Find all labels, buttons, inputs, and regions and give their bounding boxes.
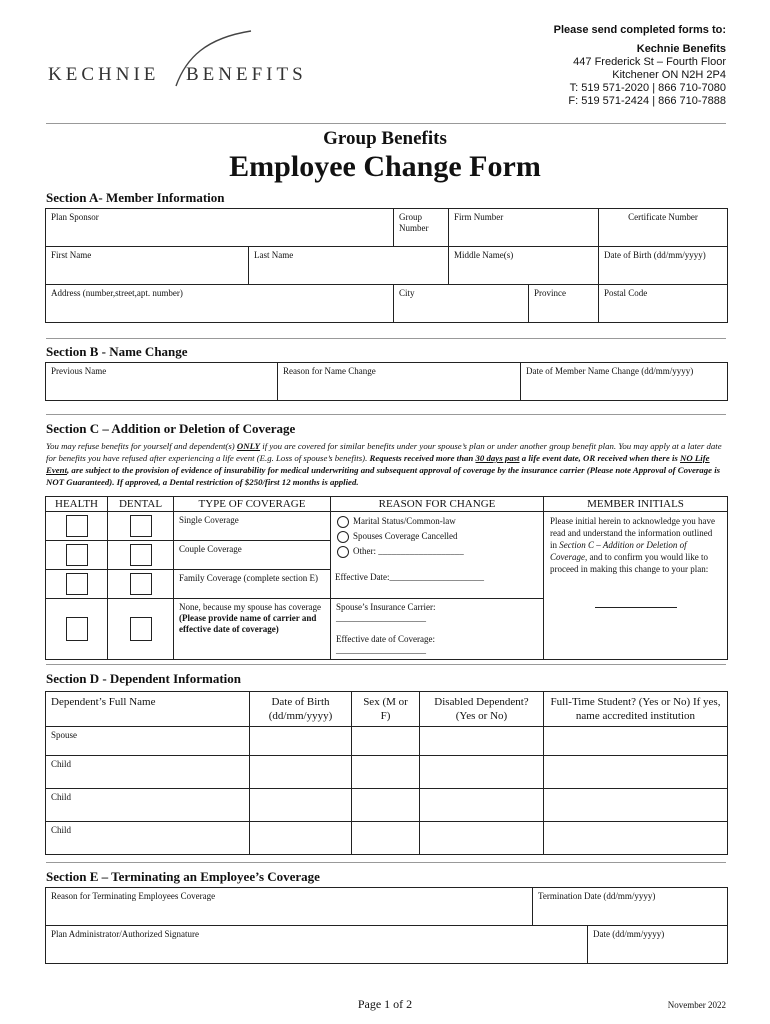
- plan-sponsor-field[interactable]: [46, 209, 394, 247]
- termination-date-field[interactable]: [533, 888, 728, 926]
- header-divider: [46, 123, 726, 124]
- col-health: HEALTH: [46, 497, 108, 512]
- effective-date-field[interactable]: Effective Date:_____________________: [335, 572, 485, 582]
- middle-names-field[interactable]: [449, 247, 599, 285]
- dependent-name-cell[interactable]: [46, 756, 250, 789]
- dependent-disabled-cell[interactable]: [420, 789, 544, 822]
- fax-line: F: 519 571-2424 | 866 710-7888: [568, 95, 726, 107]
- dependent-sex-cell[interactable]: [352, 789, 420, 822]
- certificate-number-field[interactable]: [599, 209, 728, 247]
- none-coverage-cell: [174, 599, 331, 660]
- table-row: [46, 727, 728, 756]
- page-number: Page 1 of 2: [357, 997, 413, 1011]
- section-c-title: Section C – Addition or Deletion of Coverage: [46, 421, 296, 436]
- logo-right-text: BENEFITS: [186, 64, 306, 85]
- previous-name-label: Previous Name: [51, 366, 107, 376]
- intro-part-2: if you are covered for similar benefits under your spouse’s plan or under another group benefit plan. You may apply at a later date for benefits you have refused after experiencing a life event (E.g. Loss of spouse’s benefits).: [46, 441, 722, 463]
- signature-date-label: Date (dd/mm/yyyy): [593, 929, 665, 939]
- section-divider: [46, 338, 726, 339]
- section-a-table: [45, 208, 728, 323]
- last-name-field[interactable]: [249, 247, 449, 285]
- address-line-2: Kitchener ON N2H 2P4: [612, 69, 726, 81]
- previous-name-field[interactable]: [46, 363, 278, 401]
- intro-bold-2: a life event date, OR received when there is: [519, 453, 681, 463]
- dependent-row-label: Child: [51, 792, 72, 802]
- first-name-label: First Name: [51, 250, 92, 260]
- postal-code-label: Postal Code: [604, 288, 648, 298]
- col-type: TYPE OF COVERAGE: [174, 497, 331, 512]
- dependent-name-cell[interactable]: [46, 789, 250, 822]
- family-coverage-label: Family Coverage (complete section E): [174, 570, 331, 599]
- reason-marital-option[interactable]: [337, 516, 539, 528]
- send-to-block: [554, 24, 726, 108]
- intro-only: ONLY: [236, 441, 261, 451]
- health-single-cell: [46, 512, 108, 541]
- initials-text: [550, 515, 721, 575]
- name-change-reason-label: Reason for Name Change: [283, 366, 376, 376]
- province-field[interactable]: [529, 285, 599, 323]
- health-none-checkbox[interactable]: [66, 617, 88, 641]
- section-b-table: [45, 362, 728, 401]
- initials-line[interactable]: [595, 607, 677, 608]
- firm-number-field[interactable]: [449, 209, 599, 247]
- dependent-dob-cell[interactable]: [250, 756, 352, 789]
- table-row: [46, 822, 728, 855]
- other-radio[interactable]: [337, 546, 349, 558]
- dental-none-checkbox[interactable]: [130, 617, 152, 641]
- plan-sponsor-label: Plan Sponsor: [51, 212, 99, 222]
- col-dental: DENTAL: [108, 497, 174, 512]
- dental-none-cell: [108, 599, 174, 660]
- reason-spouses-option[interactable]: [337, 531, 539, 543]
- col-dependent-sex: Sex (M or F): [352, 692, 420, 727]
- effective-coverage-field[interactable]: Effective date of Coverage: ____________________: [336, 634, 436, 655]
- spouse-carrier-cell: [331, 599, 544, 660]
- phone-line: T: 519 571-2020 | 866 710-7080: [569, 82, 726, 94]
- dependent-name-cell[interactable]: [46, 822, 250, 855]
- section-a-title: Section A- Member Information: [46, 190, 225, 205]
- health-couple-cell: [46, 541, 108, 570]
- dental-family-cell: [108, 570, 174, 599]
- name-change-reason-field[interactable]: [278, 363, 521, 401]
- other-label: Other: ___________________: [353, 546, 464, 557]
- section-e-title: Section E – Terminating an Employee’s Coverage: [46, 869, 320, 884]
- health-none-cell: [46, 599, 108, 660]
- intro-bold-1: Requests received more than: [369, 453, 476, 463]
- initials-text-2: , and to confirm you would like to proceed in making this change to your plan:: [550, 552, 709, 574]
- reason-cell: [331, 512, 544, 599]
- dependent-row-label: Spouse: [51, 730, 78, 740]
- dependent-row-label: Child: [51, 825, 72, 835]
- middle-names-label: Middle Name(s): [454, 250, 514, 260]
- dental-family-checkbox[interactable]: [130, 573, 152, 595]
- section-d-title: Section D - Dependent Information: [46, 671, 241, 686]
- dental-single-checkbox[interactable]: [130, 515, 152, 537]
- none-coverage-note: (Please provide name of carrier and effective date of coverage): [179, 613, 317, 634]
- initials-text-em: Section C – Addition or Deletion of Coverage: [550, 540, 687, 562]
- intro-30-days: 30 days past: [475, 453, 520, 463]
- section-b-title: Section B - Name Change: [46, 344, 188, 359]
- col-dependent-dob: Date of Birth (dd/mm/yyyy): [250, 692, 352, 727]
- table-row: [46, 756, 728, 789]
- intro-no-life-event: NO Life Event: [46, 453, 710, 475]
- signature-field[interactable]: [46, 926, 588, 964]
- dependent-sex-cell[interactable]: [352, 727, 420, 756]
- city-field[interactable]: [394, 285, 529, 323]
- health-family-cell: [46, 570, 108, 599]
- name-change-date-label: Date of Member Name Change (dd/mm/yyyy): [526, 366, 694, 376]
- dependent-sex-cell[interactable]: [352, 822, 420, 855]
- dependent-dob-cell[interactable]: [250, 727, 352, 756]
- kechnie-logo: [46, 28, 306, 88]
- coverage-table: [45, 496, 728, 660]
- dependent-student-cell[interactable]: [544, 789, 728, 822]
- dependents-table: [45, 691, 728, 855]
- first-name-field[interactable]: [46, 247, 249, 285]
- dependent-dob-cell[interactable]: [250, 822, 352, 855]
- col-initials: MEMBER INITIALS: [544, 497, 728, 512]
- signature-label: Plan Administrator/Authorized Signature: [51, 929, 199, 939]
- address-line-1: 447 Frederick St – Fourth Floor: [573, 56, 726, 68]
- postal-code-field[interactable]: [599, 285, 728, 323]
- termination-date-label: Termination Date (dd/mm/yyyy): [538, 891, 656, 901]
- section-divider: [46, 664, 726, 665]
- coverage-intro-text: [46, 440, 726, 488]
- single-coverage-label: Single Coverage: [174, 512, 331, 541]
- group-number-field[interactable]: [394, 209, 449, 247]
- dependent-dob-cell[interactable]: [250, 789, 352, 822]
- health-family-checkbox[interactable]: [66, 573, 88, 595]
- firm-number-label: Firm Number: [454, 212, 504, 222]
- form-title: Employee Change Form: [229, 150, 541, 183]
- dependent-sex-cell[interactable]: [352, 756, 420, 789]
- spouses-radio[interactable]: [337, 531, 349, 543]
- address-label: Address (number,street,apt. number): [51, 288, 183, 298]
- form-subtitle: Group Benefits: [323, 128, 447, 149]
- send-heading: Please send completed forms to:: [553, 24, 726, 36]
- spouse-carrier-field[interactable]: Spouse’s Insurance Carrier: ____________________: [336, 602, 436, 623]
- col-dependent-name: Dependent’s Full Name: [46, 692, 250, 727]
- certificate-number-label: Certificate Number: [628, 212, 698, 222]
- col-dependent-disabled: Disabled Dependent? (Yes or No): [420, 692, 544, 727]
- col-reason: REASON FOR CHANGE: [331, 497, 544, 512]
- health-couple-checkbox[interactable]: [66, 544, 88, 566]
- dependent-student-cell[interactable]: [544, 756, 728, 789]
- dob-label: Date of Birth (dd/mm/yyyy): [604, 250, 706, 260]
- dependent-disabled-cell[interactable]: [420, 756, 544, 789]
- termination-reason-field[interactable]: [46, 888, 533, 926]
- dental-couple-cell: [108, 541, 174, 570]
- intro-part-1: You may refuse benefits for yourself and dependent(s): [46, 441, 237, 451]
- health-single-checkbox[interactable]: [66, 515, 88, 537]
- dependent-disabled-cell[interactable]: [420, 822, 544, 855]
- section-divider: [46, 862, 726, 863]
- dental-single-cell: [108, 512, 174, 541]
- dependent-student-cell[interactable]: [544, 822, 728, 855]
- dependent-student-cell[interactable]: [544, 727, 728, 756]
- revision-date: November 2022: [667, 1000, 726, 1010]
- intro-bold-3: , are subject to the provision of evidence of insurability for medical underwriting and subsequent approval of coverage by the insurance carrier (Please note Approval of Coverage is NOT Guaranteed). If approved, a Dental restriction of $250/first 12 months is applied.: [46, 465, 721, 487]
- company-name: Kechnie Benefits: [636, 43, 726, 55]
- province-label: Province: [534, 288, 567, 298]
- reason-other-option[interactable]: [337, 546, 539, 558]
- couple-coverage-label: Couple Coverage: [174, 541, 331, 570]
- none-coverage-label: None, because my spouse has coverage: [179, 602, 321, 612]
- dependent-disabled-cell[interactable]: [420, 727, 544, 756]
- section-e-table: [45, 887, 728, 964]
- initials-text-1: Please initial herein to acknowledge you have read and understand the information outlined in: [550, 516, 715, 550]
- col-dependent-student: Full-Time Student? (Yes or No) If yes, name accredited institution: [544, 692, 728, 727]
- section-divider: [46, 414, 726, 415]
- group-number-label: Group Number: [399, 212, 429, 233]
- city-label: City: [399, 288, 415, 298]
- name-change-date-field[interactable]: [521, 363, 728, 401]
- marital-radio[interactable]: [337, 516, 349, 528]
- spouses-label: Spouses Coverage Cancelled: [353, 531, 458, 542]
- address-field[interactable]: [46, 285, 394, 323]
- marital-label: Marital Status/Common-law: [353, 516, 456, 527]
- dependent-row-label: Child: [51, 759, 72, 769]
- termination-reason-label: Reason for Terminating Employees Coverage: [51, 891, 216, 901]
- member-initials-cell: [544, 512, 728, 660]
- signature-date-field[interactable]: [588, 926, 728, 964]
- dob-field[interactable]: [599, 247, 728, 285]
- dental-couple-checkbox[interactable]: [130, 544, 152, 566]
- last-name-label: Last Name: [254, 250, 294, 260]
- table-row: [46, 789, 728, 822]
- logo-left-text: KECHNIE: [48, 64, 160, 85]
- dependent-name-cell[interactable]: [46, 727, 250, 756]
